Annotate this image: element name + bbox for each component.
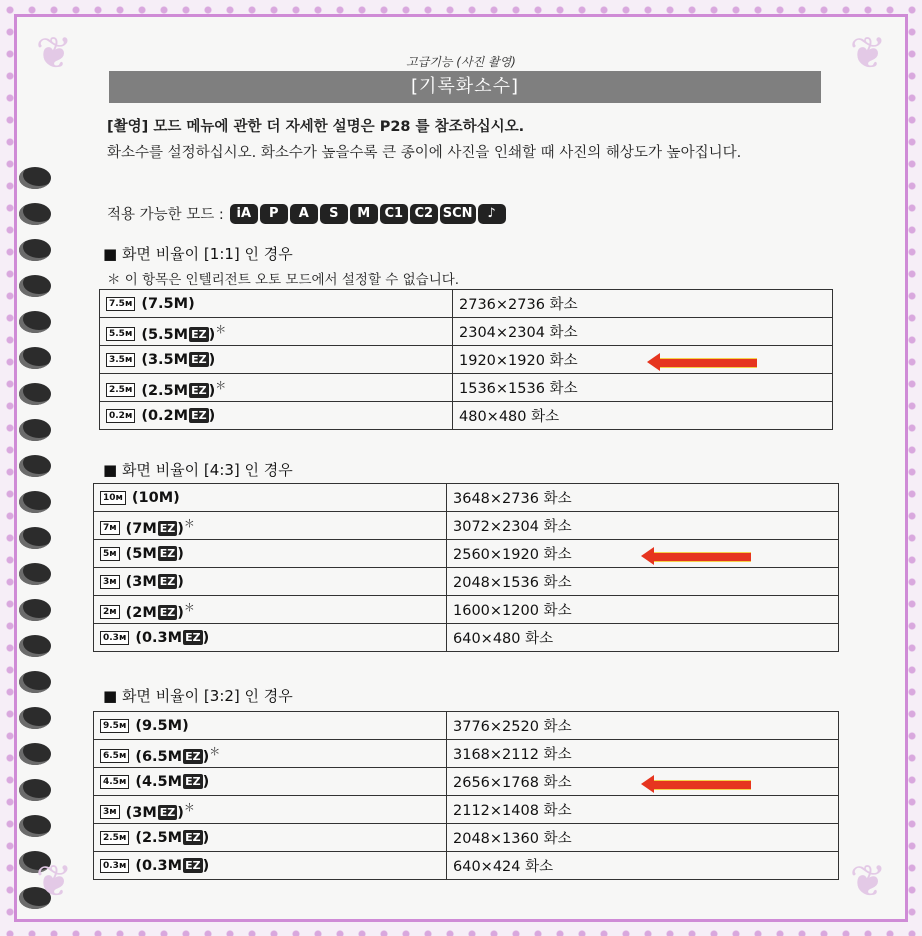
ez-badge-icon: EZ [159, 575, 176, 588]
size-label-close: ) [202, 829, 210, 846]
size-cell [94, 740, 447, 768]
size-cell [94, 596, 447, 624]
aspect-heading: ■ 화면 비율이 [4:3] 인 경우 [103, 461, 293, 479]
binding-ring [19, 671, 51, 693]
pixel-value: 3776×2520 화소 [447, 712, 839, 740]
size-icon: 4.5м [100, 775, 129, 789]
ez-badge-icon: EZ [185, 859, 201, 872]
pixel-value: 3072×2304 화소 [447, 512, 839, 540]
binding-ring [19, 707, 51, 729]
table-row [94, 796, 839, 824]
binding-ring [19, 599, 51, 621]
pixel-value: 2656×1768 화소 [447, 768, 839, 796]
size-label: (4.5M [135, 773, 183, 790]
size-label-close: ) [208, 382, 216, 399]
modes-label: 적용 가능한 모드 : [107, 207, 224, 223]
size-label: (5M [125, 545, 157, 562]
size-cell [94, 512, 447, 540]
corner-ornament-icon: ❦ [849, 856, 887, 907]
ez-badge-icon: EZ [185, 831, 201, 844]
ez-badge-icon: EZ [191, 409, 207, 422]
table-row [94, 712, 839, 740]
table-row [94, 624, 839, 652]
table-row [94, 484, 839, 512]
binding-ring [19, 491, 51, 513]
mode-badge: A [290, 204, 318, 224]
table-row [100, 318, 833, 346]
size-label-close: ) [208, 351, 216, 368]
ez-badge-icon: EZ [159, 521, 176, 535]
size-label-close: ) [202, 773, 210, 790]
pixel-value: 3648×2736 화소 [447, 484, 839, 512]
table-row [100, 402, 833, 430]
size-icon: 5м [100, 547, 120, 561]
ez-badge-icon: EZ [159, 805, 176, 819]
highlight-arrow-icon [659, 358, 757, 368]
pixel-value: 640×480 화소 [447, 624, 839, 652]
size-label-close: ) [177, 520, 184, 537]
pixel-value: 1600×1200 화소 [447, 596, 839, 624]
size-icon: 0.2м [106, 409, 135, 423]
manual-page [14, 14, 908, 922]
size-cell [100, 318, 453, 346]
size-cell [100, 402, 453, 430]
highlight-arrow-icon [653, 780, 751, 790]
table-row [100, 290, 833, 318]
size-cell [94, 824, 447, 852]
size-icon: 0.3м [100, 631, 129, 645]
mode-badge: C1 [380, 204, 408, 224]
corner-ornament-icon: ❦ [35, 856, 73, 907]
size-cell [94, 768, 447, 796]
size-label: (5.5M [141, 326, 189, 343]
size-label-close: ) [177, 573, 184, 590]
corner-ornament-icon: ❦ [35, 28, 73, 79]
size-icon: 7.5м [106, 297, 135, 311]
footnote: ＊ 이 항목은 인텔리전트 오토 모드에서 설정할 수 없습니다. [107, 272, 460, 288]
mode-badge: ♪ [478, 204, 506, 224]
size-label-close: ) [177, 545, 184, 562]
pixel-value: 2112×1408 화소 [447, 796, 839, 824]
binding-ring [19, 743, 51, 765]
size-cell [94, 624, 447, 652]
applicable-modes [107, 203, 506, 224]
binding-ring [19, 419, 51, 441]
table-row [94, 512, 839, 540]
corner-ornament-icon: ❦ [849, 28, 887, 79]
size-label: (0.3M [135, 857, 183, 874]
binding-ring [19, 635, 51, 657]
size-label: (6.5M [135, 748, 183, 765]
binding-ring [19, 239, 51, 261]
ez-badge-icon: EZ [185, 749, 201, 763]
size-label: (0.3M [135, 629, 183, 646]
size-label-close: ) [177, 804, 184, 821]
table-row [94, 568, 839, 596]
mode-badge: iA [230, 204, 258, 224]
footnote-star: ＊ [209, 744, 221, 758]
ez-badge-icon: EZ [191, 383, 207, 397]
resolution-table [93, 483, 839, 652]
ez-badge-icon: EZ [159, 547, 176, 560]
ez-badge-icon: EZ [185, 631, 201, 644]
binding-ring [19, 527, 51, 549]
binding-ring [19, 311, 51, 333]
pixel-value: 640×424 화소 [447, 852, 839, 880]
binding-ring [19, 455, 51, 477]
table-row [100, 374, 833, 402]
pixel-value: 2304×2304 화소 [453, 318, 833, 346]
size-label-close: ) [202, 857, 210, 874]
pixel-value: 1920×1920 화소 [453, 346, 833, 374]
table-row [94, 824, 839, 852]
footnote-star: ＊ [183, 800, 195, 814]
table-row [94, 596, 839, 624]
section-title: [기록화소수] [109, 71, 821, 103]
footnote-star: ＊ [183, 516, 195, 530]
binding-ring [19, 815, 51, 837]
size-cell [94, 540, 447, 568]
size-icon: 2.5м [106, 383, 135, 397]
size-label: (7.5M [141, 295, 189, 312]
pixel-value: 480×480 화소 [453, 402, 833, 430]
resolution-table [93, 711, 839, 880]
aspect-heading: ■ 화면 비율이 [1:1] 인 경우 [103, 245, 293, 263]
pixel-value: 2736×2736 화소 [453, 290, 833, 318]
mode-icons [228, 204, 506, 224]
pixel-value: 2048×1536 화소 [447, 568, 839, 596]
mode-badge: C2 [410, 204, 438, 224]
binding-ring [19, 275, 51, 297]
mode-badge: P [260, 204, 288, 224]
table-row [94, 740, 839, 768]
size-label: (10M [131, 489, 174, 506]
mode-badge: SCN [440, 204, 476, 224]
size-cell [94, 796, 447, 824]
size-label: (2.5M [141, 382, 189, 399]
size-label-close: ) [182, 717, 189, 734]
running-header: 고급기능 (사진 촬영) [406, 55, 516, 69]
binding-ring [19, 383, 51, 405]
binding-ring [19, 347, 51, 369]
size-icon: 2м [100, 605, 120, 619]
footnote-star: ＊ [183, 600, 195, 614]
size-label: (3.5M [141, 351, 189, 368]
size-label-close: ) [173, 489, 180, 506]
size-cell [94, 568, 447, 596]
size-icon: 9.5м [100, 719, 129, 733]
size-label: (3M [125, 573, 157, 590]
size-icon: 6.5м [100, 749, 129, 763]
size-label: (2.5M [135, 829, 183, 846]
footnote-star: ＊ [215, 322, 227, 336]
size-icon: 0.3м [100, 859, 129, 873]
ez-badge-icon: EZ [191, 353, 207, 366]
size-icon: 2.5м [100, 831, 129, 845]
size-cell [100, 346, 453, 374]
pixel-value: 3168×2112 화소 [447, 740, 839, 768]
size-icon: 3.5м [106, 353, 135, 367]
mode-badge: M [350, 204, 378, 224]
size-icon: 7м [100, 521, 120, 535]
table-row [94, 852, 839, 880]
pixel-value: 2560×1920 화소 [447, 540, 839, 568]
size-icon: 3м [100, 805, 120, 819]
binding-ring [19, 203, 51, 225]
size-cell [94, 712, 447, 740]
size-icon: 10м [100, 491, 126, 505]
size-icon: 3м [100, 575, 120, 589]
size-icon: 5.5м [106, 327, 135, 341]
size-label: (3M [125, 804, 157, 821]
binding-ring [19, 167, 51, 189]
size-label-close: ) [208, 326, 216, 343]
ez-badge-icon: EZ [191, 327, 207, 341]
spiral-binding [17, 17, 57, 919]
pixel-value: 2048×1360 화소 [447, 824, 839, 852]
size-label-close: ) [188, 295, 195, 312]
description-text: 화소수를 설정하십시오. 화소수가 높을수록 큰 종이에 사진을 인쇄할 때 사진의 해상도가 높아집니다. [107, 145, 742, 161]
size-label-close: ) [177, 604, 184, 621]
size-cell [100, 374, 453, 402]
size-cell [100, 290, 453, 318]
size-label: (9.5M [135, 717, 183, 734]
highlight-arrow-icon [653, 552, 751, 562]
footnote-star: ＊ [215, 378, 227, 392]
size-label-close: ) [202, 629, 210, 646]
size-label-close: ) [208, 407, 216, 424]
size-label: (0.2M [141, 407, 189, 424]
size-label: (2M [125, 604, 157, 621]
size-label-close: ) [202, 748, 210, 765]
ez-badge-icon: EZ [159, 605, 176, 619]
size-cell [94, 484, 447, 512]
binding-ring [19, 563, 51, 585]
size-cell [94, 852, 447, 880]
mode-badge: S [320, 204, 348, 224]
ez-badge-icon: EZ [185, 775, 201, 788]
pixel-value: 1536×1536 화소 [453, 374, 833, 402]
aspect-heading: ■ 화면 비율이 [3:2] 인 경우 [103, 687, 293, 705]
size-label: (7M [125, 520, 157, 537]
binding-ring [19, 779, 51, 801]
reference-note: [촬영] 모드 메뉴에 관한 더 자세한 설명은 P28 를 참조하십시오. [107, 119, 525, 135]
